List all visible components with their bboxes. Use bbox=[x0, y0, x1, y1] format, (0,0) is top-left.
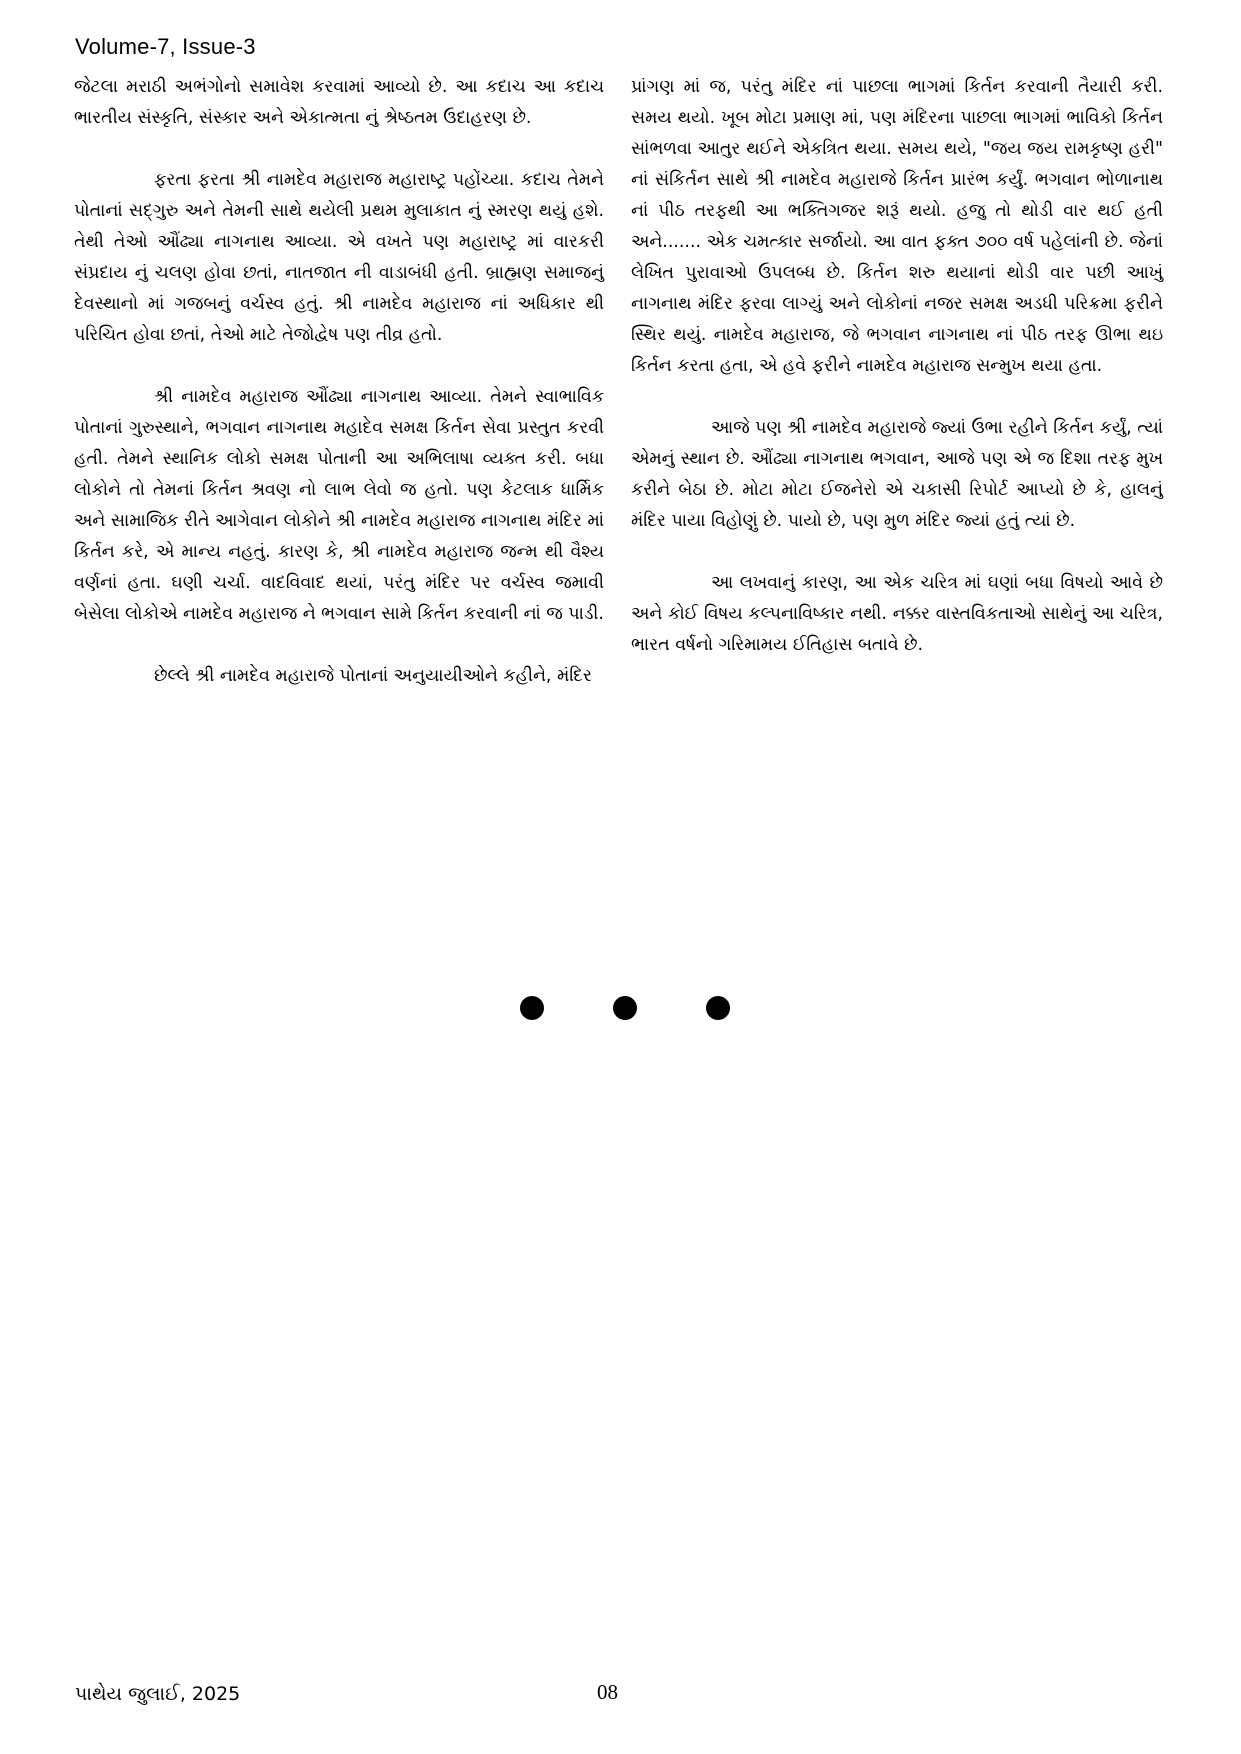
section-divider-dots bbox=[520, 993, 730, 1023]
left-column bbox=[74, 72, 604, 692]
bullet-dot-icon bbox=[706, 996, 730, 1020]
paragraph: પ્રાંગણ માં જ, પરંતુ મંદિર નાં પાછલા ભાગમાં કિર્તન કરવાની તૈયારી કરી. સમય થયો. ખૂબ મોટા પ્રમાણ માં, પણ મંદિરના પાછલા ભાગમાં ભાવિકો કિર્તન સાંભળવા આતુર થઈને એકત્રિત થયા. સમય થયે, "જય જય રામકૃષ્ણ હરી" નાં સંકિર્તન સાથે શ્રી નામદેવ મહારાજે કિર્તન પ્રારંભ કર્યું. ભગવાન ભોળાનાથ નાં પીઠ તરફથી આ ભક્તિગજર શરૂં થયો. હજુ તો થોડી વાર થઈ હતી અને....... એક ચમત્કાર સર્જાયો. આ વાત ફક્ત ૭૦૦ વર્ષ પહેલાંની છે. જેનાં લેખિત પુરાવાઓ ઉપલબ્ધ છે. કિર્તન શરુ થયાનાં થોડી વાર પછી આખું નાગનાથ મંદિર ફરવા લાગ્યું અને લોકોનાં નજર સમક્ષ અડધી પરિક્રમા ફરીને સ્થિર થયું. નામદેવ મહારાજ, જે ભગવાન નાગનાથ નાં પીઠ તરફ ઊભા થઇ કિર્તન કરતા હતા, એ હવે ફરીને નામદેવ મહારાજ સન્મુખ થયા હતા. bbox=[631, 77, 1163, 376]
paragraph: આજે પણ શ્રી નામદેવ મહારાજે જ્યાં ઉભા રહીને કિર્તન કર્યું, ત્યાં એમનું સ્થાન છે. ઔંઢ્યા નાગનાથ ભગવાન, આજે પણ એ જ દિશા તરફ મુખ કરીને બેઠા છે. મોટા મોટા ઈજનેરો એ ચકાસી રિપોર્ટ આપ્યો છે કે, હાલનું મંદિર પાયા વિહોણું છે. પાયો છે, પણ મુળ મંદિર જ્યાં હતું ત્યાં છે. bbox=[631, 418, 1163, 531]
bullet-dot-icon bbox=[520, 996, 544, 1020]
paragraph: શ્રી નામદેવ મહારાજ ઔંઢ્યા નાગનાથ આવ્યા. તેમને સ્વાભાવિક પોતાનાં ગુરુસ્થાને, ભગવાન નાગનાથ મહાદેવ સમક્ષ કિર્તન સેવા પ્રસ્તુત કરવી હતી. તેમને સ્થાનિક લોકો સમક્ષ પોતાની આ અભિલાષા વ્યક્ત કરી. બધા લોકોને તો તેમનાં કિર્તન શ્રવણ નો લાભ લેવો જ હતો. પણ કેટલાક ધાર્મિક અને સામાજિક રીતે આગેવાન લોકોને શ્રી નામદેવ મહારાજ નાગનાથ મંદિર માં કિર્તન કરે, એ માન્ય નહતું. કારણ કે, શ્રી નામદેવ મહારાજ જન્મ થી વૈશ્ય વર્ણનાં હતા. ઘણી ચર્ચા. વાદવિવાદ થયાં, પરંતુ મંદિર પર વર્ચસ્વ જમાવી બેસેલા લોકોએ નામદેવ મહારાજ ને ભગવાન સામે કિર્તન કરવાની નાં જ પાડી. bbox=[74, 387, 604, 624]
magazine-footer: પાથેય જુલાઈ, 2025 bbox=[75, 1683, 241, 1705]
page-number: 08 bbox=[597, 1680, 618, 1704]
bullet-dot-icon bbox=[613, 996, 637, 1020]
paragraph: ફરતા ફરતા શ્રી નામદેવ મહારાજ મહારાષ્ટ્ર પહોંચ્યા. કદાચ તેમને પોતાનાં સદ્ગુરુ અને તેમની સાથે થયેલી પ્રથમ મુલાકાત નું સ્મરણ થયું હશે. તેથી તેઓ ઔંઢ્યા નાગનાથ આવ્યા. એ વખતે પણ મહારાષ્ટ્ર માં વારકરી સંપ્રદાય નું ચલણ હોવા છતાં, નાતજાત ની વાડાબંધી હતી. બ્રાહ્મણ સમાજનું દેવસ્થાનો માં ગજબનું વર્ચસ્વ હતું. શ્રી નામદેવ મહારાજ નાં અધિકાર થી પરિચિત હોવા છતાં, તેઓ માટે તેજોદ્વેષ પણ તીવ્ર હતો. bbox=[74, 170, 604, 345]
right-column bbox=[631, 72, 1163, 661]
paragraph: જેટલા મરાઠી અભંગોનો સમાવેશ કરવામાં આવ્યો છે. આ કદાચ આ કદાચ ભારતીય સંસ્કૃતિ, સંસ્કાર અને એકાત્મતા નું શ્રેષ્ઠતમ ઉદાહરણ છે. bbox=[74, 77, 604, 128]
paragraph: આ લખવાનું કારણ, આ એક ચરિત્ર માં ઘણાં બધા વિષયો આવે છે અને કોઈ વિષય કલ્પનાવિષ્કાર નથી. નક્કર વાસ્તવિકતાઓ સાથેનું આ ચરિત્ર, ભારત વર્ષનો ગરિમામય ઈતિહાસ બતાવે છે. bbox=[631, 573, 1163, 655]
paragraph: છેલ્લે શ્રી નામદેવ મહારાજે પોતાનાં અનુયાયીઓને કહીને, મંદિર bbox=[154, 666, 592, 686]
issue-header: Volume-7, Issue-3 bbox=[75, 34, 256, 59]
